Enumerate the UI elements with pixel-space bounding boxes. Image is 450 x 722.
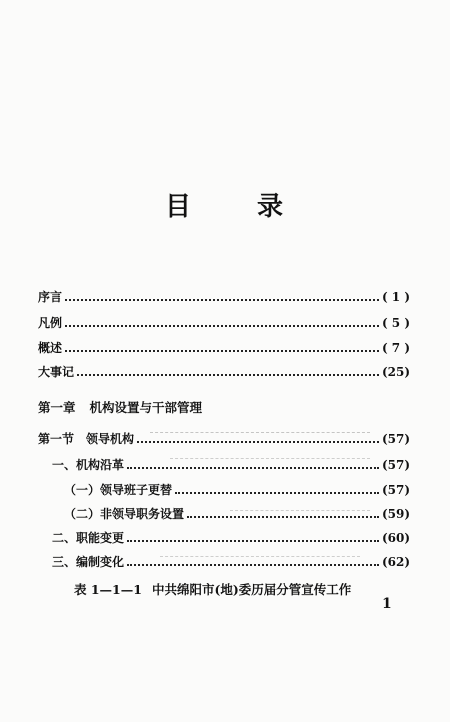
toc-entry-overview — [38, 337, 410, 355]
toc-entry-page: (57) — [381, 458, 410, 472]
leader-dots — [127, 540, 379, 542]
leader-dots — [65, 325, 379, 327]
page-title — [0, 186, 450, 223]
toc-entry-page: (62) — [381, 555, 410, 569]
toc-entry-label: 第一节 领导机构 — [38, 432, 135, 446]
toc-entry-item-3 — [52, 551, 410, 569]
toc-entry-label: 三、编制变化 — [52, 555, 125, 569]
leader-dots — [127, 564, 379, 566]
leader-dots — [65, 350, 379, 352]
page-number: 1 — [382, 596, 392, 612]
toc-entry-page: (57) — [381, 432, 410, 446]
toc-entry-conventions — [38, 312, 410, 330]
table-number: 表 1—1—1 — [74, 582, 142, 597]
chapter-number: 第一章 — [38, 400, 76, 415]
toc-entry-chronicle — [38, 361, 410, 379]
leader-dots — [77, 374, 379, 376]
toc-entry-label: 凡例 — [38, 316, 63, 330]
toc-entry-item-1-1 — [64, 479, 410, 497]
toc-entry-label: 大事记 — [38, 365, 75, 379]
leader-dots — [175, 492, 379, 494]
chapter-title: 机构设置与干部管理 — [89, 400, 203, 415]
toc-entry-label: 一、机构沿革 — [52, 458, 125, 472]
toc-entry-page: ( 7 ) — [381, 341, 410, 355]
leader-dots — [127, 467, 379, 469]
toc-entry-label: （二）非领导职务设置 — [64, 507, 185, 521]
toc-entry-item-2 — [52, 527, 410, 545]
leader-dots — [137, 441, 379, 443]
toc-entry-section-1 — [38, 428, 410, 446]
toc-entry-page: (60) — [381, 531, 410, 545]
toc-entry-page: (57) — [381, 483, 410, 497]
toc-entry-page: ( 1 ) — [381, 290, 410, 304]
toc-entry-label: 概述 — [38, 341, 63, 355]
leader-dots — [65, 299, 379, 301]
toc-entry-label: （一）领导班子更替 — [64, 483, 173, 497]
table-title: 中共绵阳市(地)委历届分管宣传工作 — [151, 582, 352, 597]
toc-entry-page: ( 5 ) — [381, 316, 410, 330]
chapter-heading — [38, 398, 202, 416]
title-char-1: 目 — [164, 192, 193, 222]
title-char-2: 录 — [257, 192, 286, 222]
toc-entry-page: (59) — [381, 507, 410, 521]
toc-entry-item-1-2 — [64, 503, 410, 521]
toc-entry-label: 序言 — [38, 290, 63, 304]
leader-dots — [187, 516, 379, 518]
toc-entry-label: 二、职能变更 — [52, 531, 125, 545]
table-caption — [74, 580, 351, 598]
toc-entry-item-1 — [52, 454, 410, 472]
toc-entry-page: (25) — [381, 365, 410, 379]
toc-entry-preface — [38, 286, 410, 304]
